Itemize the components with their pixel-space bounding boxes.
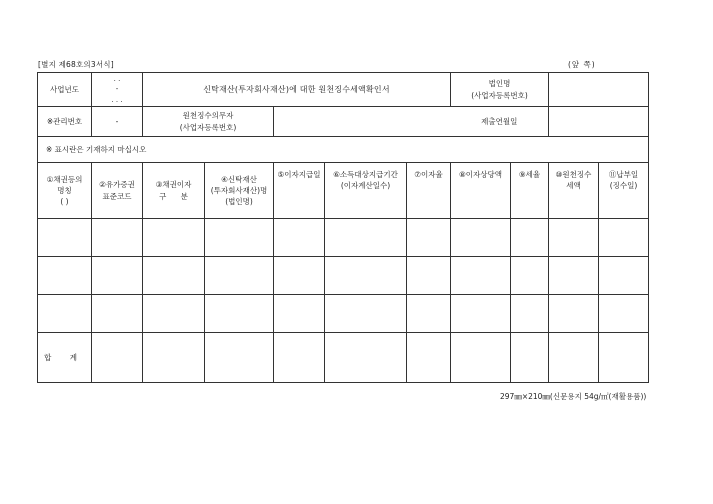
- table-cell[interactable]: [38, 295, 92, 333]
- business-year-dots-bottom: . . .: [111, 95, 123, 104]
- header-row-1: [38, 73, 649, 107]
- corp-name-field[interactable]: [549, 73, 649, 107]
- column-header-row: [38, 163, 649, 219]
- table-cell[interactable]: [599, 219, 649, 257]
- table-cell[interactable]: [407, 295, 451, 333]
- table-cell[interactable]: [407, 257, 451, 295]
- col-header-payment-date: ⑤이자지급일: [274, 163, 325, 219]
- table-cell[interactable]: [325, 333, 407, 383]
- table-cell[interactable]: [511, 219, 549, 257]
- submit-date-label: 제출연월일: [451, 107, 549, 137]
- mgmt-no-label: ※관리번호: [38, 107, 92, 137]
- table-cell[interactable]: [143, 257, 205, 295]
- table-cell[interactable]: [549, 219, 599, 257]
- table-cell[interactable]: [38, 219, 92, 257]
- col-header-interest-rate: ⑦이자율: [407, 163, 451, 219]
- table-cell[interactable]: [511, 257, 549, 295]
- table-cell[interactable]: [205, 295, 274, 333]
- table-cell[interactable]: [325, 257, 407, 295]
- business-year-dots-top: . .: [113, 74, 121, 83]
- table-cell[interactable]: [549, 257, 599, 295]
- col-header-payment-day: ⑪납부일 (징수일): [599, 163, 649, 219]
- table-cell[interactable]: [451, 219, 511, 257]
- withholder-reg-label-text: (사업자등록번호): [179, 122, 237, 132]
- col-header-income-period: ⑥소득대상지급기간 (이자계산일수): [325, 163, 407, 219]
- corp-name-label-text: 법인명: [488, 79, 511, 89]
- table-cell[interactable]: [143, 333, 205, 383]
- page-side-label: (앞 쪽): [568, 60, 596, 69]
- business-year-dash: -: [115, 85, 119, 94]
- submit-date-field[interactable]: [549, 107, 649, 137]
- table-row: [38, 219, 649, 257]
- table-row: [38, 295, 649, 333]
- col-header-trust-name: ④신탁재산 (투자회사재산)명 (법인명): [205, 163, 274, 219]
- table-cell[interactable]: [205, 219, 274, 257]
- table-cell[interactable]: [549, 333, 599, 383]
- table-cell[interactable]: [274, 333, 325, 383]
- total-label: 합 계: [38, 333, 92, 383]
- table-cell[interactable]: [205, 257, 274, 295]
- withholder-field[interactable]: [274, 107, 451, 137]
- table-cell[interactable]: [451, 333, 511, 383]
- table-cell[interactable]: [599, 295, 649, 333]
- table-cell[interactable]: [599, 257, 649, 295]
- form-number: [별지 제68호의3서식]: [38, 60, 114, 69]
- table-cell[interactable]: [325, 295, 407, 333]
- notice-text: ※ 표시란은 기재하지 마십시오: [38, 137, 649, 163]
- notice-row: [38, 137, 649, 163]
- form-title: 신탁재산(투자회사재산)에 대한 원천징수세액확인서: [143, 73, 451, 107]
- withholder-label: [143, 107, 274, 137]
- table-cell[interactable]: [407, 219, 451, 257]
- business-year-label: 사업년도: [38, 73, 92, 107]
- table-cell[interactable]: [274, 295, 325, 333]
- header-row-2: [38, 107, 649, 137]
- col-header-tax-rate: ⑨세율: [511, 163, 549, 219]
- table-cell[interactable]: [599, 333, 649, 383]
- table-cell[interactable]: [325, 219, 407, 257]
- withholder-label-text: 원천징수의무자: [182, 111, 234, 121]
- table-cell[interactable]: [205, 333, 274, 383]
- corp-name-label: [451, 73, 549, 107]
- table-row: [38, 257, 649, 295]
- col-header-interest-type: ③채권이자 구 분: [143, 163, 205, 219]
- col-header-interest-amount: ⑧이자상당액: [451, 163, 511, 219]
- table-cell[interactable]: [511, 295, 549, 333]
- table-cell[interactable]: [407, 333, 451, 383]
- table-cell[interactable]: [92, 333, 143, 383]
- table-cell[interactable]: [143, 295, 205, 333]
- withholding-tax-form: [37, 72, 649, 383]
- table-cell[interactable]: [451, 295, 511, 333]
- table-cell[interactable]: [511, 333, 549, 383]
- table-cell[interactable]: [92, 257, 143, 295]
- col-header-bond-name: ①채권등의 명칭 ( ): [38, 163, 92, 219]
- col-header-withholding-tax: ⑩원천징수 세액: [549, 163, 599, 219]
- total-row: [38, 333, 649, 383]
- table-cell[interactable]: [38, 257, 92, 295]
- table-cell[interactable]: [549, 295, 599, 333]
- table-cell[interactable]: [451, 257, 511, 295]
- table-cell[interactable]: [274, 219, 325, 257]
- mgmt-no-field: -: [92, 107, 143, 137]
- col-header-security-code: ②유가증권 표준코드: [92, 163, 143, 219]
- table-cell[interactable]: [143, 219, 205, 257]
- table-cell[interactable]: [274, 257, 325, 295]
- table-cell[interactable]: [92, 219, 143, 257]
- paper-spec-footer: 297㎜×210㎜(신문용지 54g/㎡(재활용품)): [500, 392, 647, 401]
- corp-reg-label-text: (사업자등록번호): [471, 90, 528, 100]
- table-cell[interactable]: [92, 295, 143, 333]
- business-year-field[interactable]: [92, 73, 143, 107]
